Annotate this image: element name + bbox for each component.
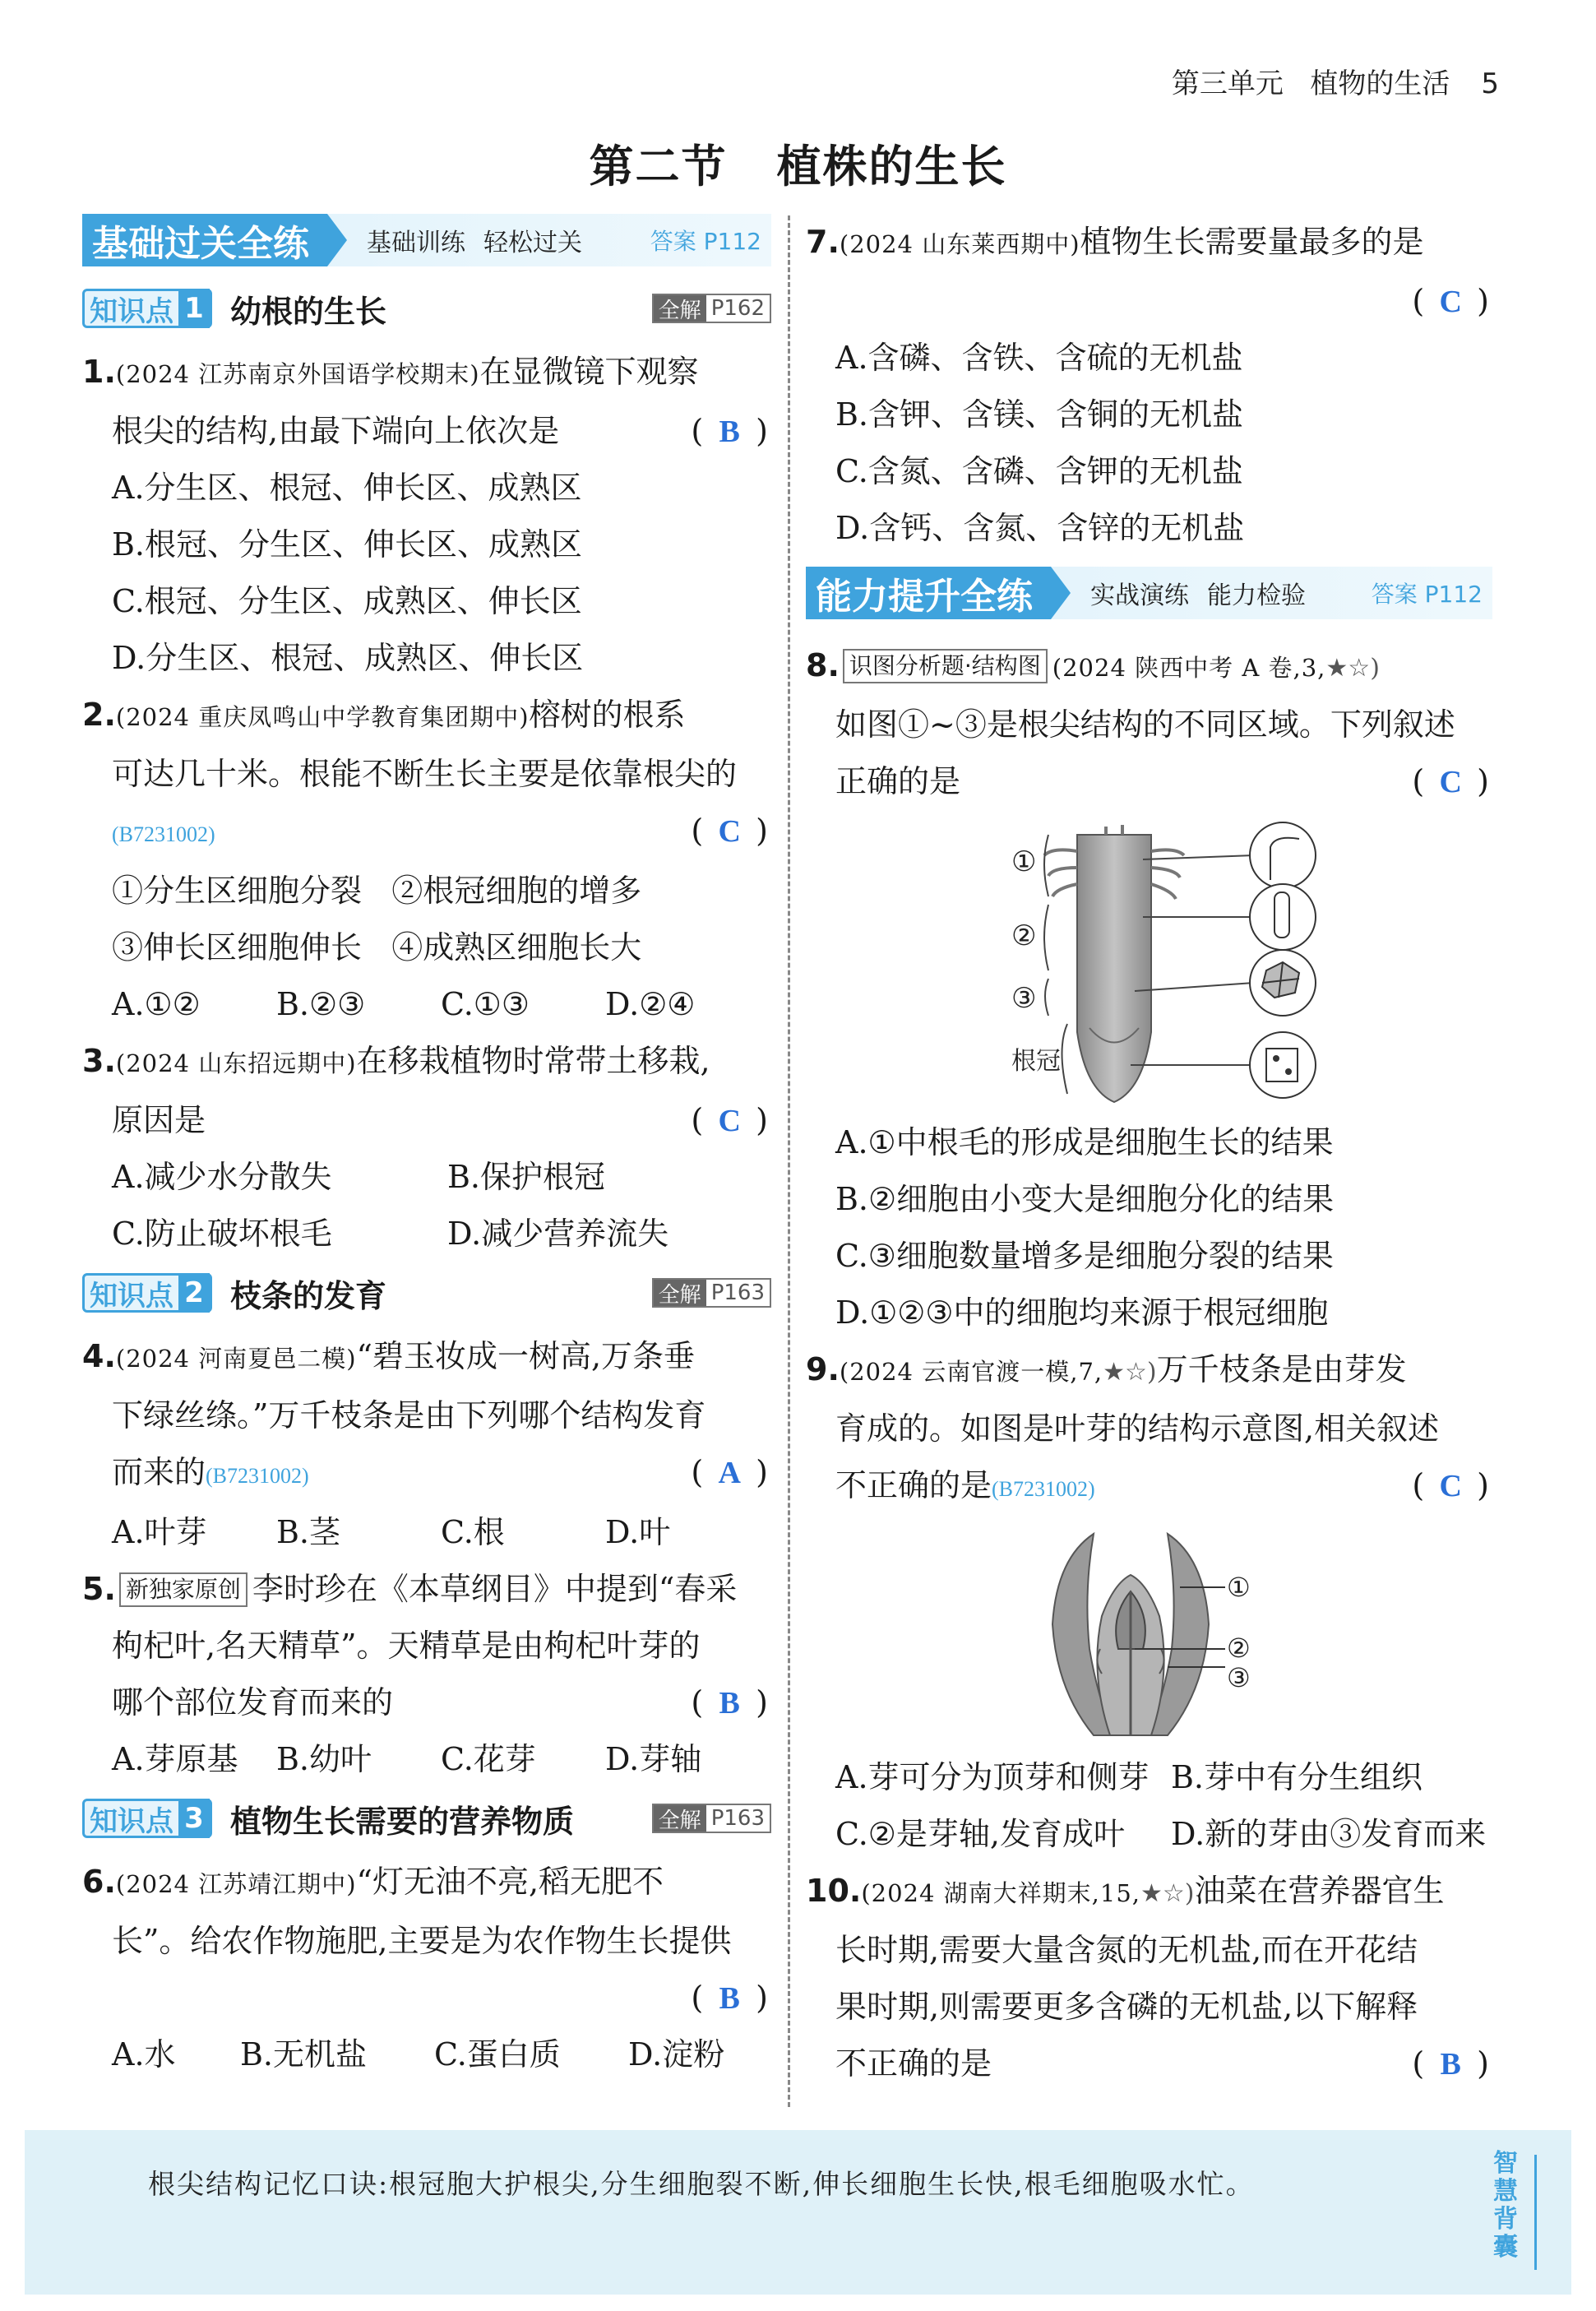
answer-box: ( B ) [691,1970,768,2027]
section-number: 第二节 [589,141,728,192]
question-text: 长”。给农作物施肥,主要是为农作物生长提供 [112,1923,732,1959]
option: C.②是芽轴,发育成叶 [835,1816,1125,1852]
question-text: 不正确的是 [835,2045,992,2082]
question-text: 李时珍在《本草纲目》中提到“春采 [252,1571,738,1607]
option: B.②③ [276,986,366,1022]
question-4 [82,1328,771,1561]
knowledge-point-1 [82,285,771,332]
answer-value: A [718,1456,741,1490]
question-label: 识图分析题·结构图 [843,649,1048,683]
question-text: “灯无油不亮,稻无肥不 [356,1864,664,1900]
option: A.①② [112,986,201,1022]
question-text: 下绿丝绦。”万千枝条是由下列哪个结构发育 [112,1397,706,1433]
banner-tag: 基础过关全练 [82,214,327,266]
question-text: 原因是 [112,1102,206,1138]
question-text: 果时期,则需要更多含磷的无机盐,以下解释 [835,1989,1418,2025]
option: C.①③ [441,986,530,1022]
footer-accent-bar [1534,2155,1537,2270]
option: B.茎 [276,1514,341,1550]
marker-3: ③ [1011,982,1037,1015]
option: A.芽原基 [112,1741,238,1777]
question-text: 长时期,需要大量含氮的无机盐,而在开花结 [835,1932,1418,1968]
question-8 [806,637,1492,1341]
answer-ref[interactable]: 答案 P112 [1371,581,1483,608]
question-3 [82,1033,771,1262]
option: C.③细胞数量增多是细胞分裂的结果 [835,1238,1334,1274]
question-text: 枸杞叶,名天精草”。天精草是由枸杞叶芽的 [112,1628,701,1664]
option: B.根冠、分生区、伸长区、成熟区 [112,526,583,563]
knowledge-point-3 [82,1795,771,1842]
option: C.根冠、分生区、成熟区、伸长区 [112,583,582,619]
banner-sub: 实战演练 [1090,581,1189,610]
option: D.叶 [605,1514,671,1550]
option: D.新的芽由③发育而来 [1171,1816,1487,1852]
question-number: 7. [806,224,840,260]
question-5 [82,1561,771,1788]
statement: ④成熟区细胞长大 [391,929,642,966]
question-number: 1. [82,354,116,390]
question-source: (2024 山东莱西期中) [839,230,1080,258]
option: B.无机盐 [240,2036,368,2072]
question-7 [806,214,1492,557]
answer-ref[interactable]: 答案 P112 [650,228,761,255]
option: D.②④ [605,986,696,1022]
question-number: 5. [82,1571,116,1607]
kp-title: 枝条的发育 [230,1277,387,1314]
answer-value: B [1440,2047,1461,2082]
banner-sub: 基础训练 [367,229,465,257]
option: D.含钙、含氮、含锌的无机盐 [835,510,1245,546]
banner-sub: 能力检验 [1207,581,1306,610]
option: D.分生区、根冠、成熟区、伸长区 [112,640,584,676]
question-source: (2024 陕西中考 A 卷,3, [1052,654,1326,682]
option: C.根 [441,1514,505,1550]
marker-2: ② [1227,1633,1251,1664]
answer-box: ( B ) [691,1674,768,1732]
option: A.水 [112,2036,176,2072]
question-text: 不正确的是 [835,1467,992,1503]
answer-value: C [1439,765,1462,799]
option: D.芽轴 [605,1741,702,1777]
root-cap-label: 根冠 [1011,1047,1061,1076]
question-text: 育成的。如图是叶芽的结构示意图,相关叙述 [835,1410,1440,1447]
question-source: (2024 云南官渡一模,7, [839,1358,1103,1386]
answer-value: C [718,814,741,849]
option: C.防止破坏根毛 [112,1216,332,1252]
page-number: 5 [1481,67,1499,100]
question-text: 哪个部位发育而来的 [112,1684,394,1721]
option: D.①②③中的细胞均来源于根冠细胞 [835,1294,1329,1331]
page-header [1172,61,1499,101]
leaf-bud-figure [806,1526,1492,1741]
full-solution-ref[interactable] [652,294,771,323]
footer-side-label: 智慧背囊 [1493,2149,1518,2262]
marker-3: ③ [1227,1662,1251,1693]
left-column [82,214,771,2083]
option: D.淀粉 [628,2036,725,2072]
answer-box: ( C ) [691,1092,768,1150]
option: B.②细胞由小变大是细胞分化的结果 [835,1181,1335,1217]
answer-value: B [719,1686,740,1721]
question-source: (2024 重庆凤鸣山中学教育集团期中) [115,703,530,731]
question-number: 6. [82,1864,116,1900]
answer-value: C [1439,1469,1462,1503]
difficulty-stars: ★☆) [1140,1879,1195,1908]
question-number: 4. [82,1338,116,1374]
kp-number: 2 [178,1273,210,1313]
option: C.花芽 [441,1741,536,1777]
answer-value: B [719,414,740,449]
question-number: 9. [806,1351,840,1387]
option: B.芽中有分生组织 [1171,1759,1423,1795]
question-code: (B7231002) [992,1477,1095,1501]
difficulty-stars: ★☆) [1325,654,1380,683]
qj-page: P163 [710,1806,765,1831]
answer-box: ( C ) [691,803,768,860]
statement: ③伸长区细胞伸长 [112,929,363,966]
answer-box: ( C ) [1412,273,1489,331]
qj-label: 全解 [654,295,706,322]
statement: ①分生区细胞分裂 [112,873,363,909]
banner-sub: 轻松过关 [483,229,582,257]
question-source: (2024 江苏靖江期中) [115,1870,357,1898]
marker-2: ② [1011,919,1037,952]
question-number: 10. [806,1873,862,1909]
section-name: 植株的生长 [776,141,1007,192]
question-text: 如图①~③是根尖结构的不同区域。下列叙述 [835,706,1455,743]
kp-label: 知识点 [90,1279,173,1313]
qj-label: 全解 [654,1280,706,1306]
option: A.分生区、根冠、伸长区、成熟区 [112,470,582,506]
column-divider [788,215,790,2107]
question-text: 万千枝条是由芽发 [1156,1351,1407,1387]
root-tip-figure [806,818,1492,1106]
option: B.幼叶 [276,1741,372,1777]
question-text: 在移栽植物时常带土移栽, [356,1043,710,1079]
option: A.减少水分散失 [112,1159,332,1195]
qj-page: P163 [710,1281,765,1305]
question-label: 新独家原创 [119,1572,247,1607]
qj-label: 全解 [654,1805,706,1832]
answer-value: B [719,1981,740,2016]
question-10 [806,1863,1492,2092]
memory-tip-text: 根尖结构记忆口诀:根冠胞大护根尖,分生细胞裂不断,伸长细胞生长快,根毛细胞吸水忙。 [148,2168,1255,2200]
question-number: 8. [806,647,840,683]
question-6 [82,1854,771,2083]
difficulty-stars: ★☆) [1103,1358,1157,1387]
unit-label: 第三单元 [1171,67,1284,100]
question-number: 2. [82,697,116,733]
topic-label: 植物的生活 [1310,67,1450,100]
answer-box: ( C ) [1412,1457,1489,1515]
option: C.含氮、含磷、含钾的无机盐 [835,453,1243,489]
kp-label: 知识点 [90,294,173,328]
kp-number: 3 [178,1799,210,1838]
kp-number: 1 [178,289,210,328]
banner-tag: 能力提升全练 [806,567,1051,619]
question-2 [82,687,771,1033]
knowledge-point-2 [82,1269,771,1317]
right-column [806,214,1492,2092]
question-text: 榕树的根系 [529,697,686,733]
option: D.减少营养流失 [447,1216,669,1252]
full-solution-ref[interactable] [652,1278,771,1308]
option: A.①中根毛的形成是细胞生长的结果 [835,1124,1334,1160]
option: A.含磷、含铁、含硫的无机盐 [835,340,1243,376]
question-1 [82,344,771,687]
option: B.保护根冠 [447,1159,606,1195]
question-text: 在显微镜下观察 [479,354,699,390]
question-source: (2024 湖南大祥期末,15, [861,1879,1141,1907]
question-text: 而来的 [112,1454,206,1490]
question-text: 可达几十米。根能不断生长主要是依靠根尖的 [112,756,738,792]
leaf-bud-diagram [806,1526,1492,1741]
kp-label: 知识点 [90,1804,173,1838]
question-text: 正确的是 [835,763,961,799]
answer-box: ( B ) [691,403,768,461]
question-text: 根尖的结构,由最下端向上依次是 [112,413,560,449]
marker-1: ① [1227,1572,1251,1603]
question-number: 3. [82,1043,116,1079]
answer-box: ( B ) [1412,2035,1489,2093]
option: C.蛋白质 [434,2036,561,2072]
page-title [0,132,1596,195]
basic-practice-banner [82,214,771,266]
option: A.叶芽 [112,1514,207,1550]
answer-box: ( C ) [1412,753,1489,811]
question-text: “碧玉妆成一树高,万条垂 [356,1338,696,1374]
option: A.芽可分为顶芽和侧芽 [835,1759,1150,1795]
question-source: (2024 山东招远期中) [115,1049,357,1077]
marker-1: ① [1011,845,1037,878]
option: B.含钾、含镁、含铜的无机盐 [835,396,1244,433]
memory-tip-footer [25,2130,1571,2295]
answer-value: C [718,1104,741,1138]
question-source: (2024 江苏南京外国语学校期末) [115,360,480,388]
question-source: (2024 河南夏邑二模) [115,1345,357,1373]
question-code: (B7231002) [112,822,215,846]
question-text: 油菜在营养器官生 [1194,1873,1445,1909]
qj-page: P162 [710,296,765,321]
full-solution-ref[interactable] [652,1804,771,1833]
question-9 [806,1341,1492,1863]
ability-practice-banner [806,567,1492,619]
statement: ②根冠细胞的增多 [391,873,642,909]
kp-title: 植物生长需要的营养物质 [230,1803,575,1840]
root-tip-diagram [806,818,1492,1106]
answer-box: ( A ) [691,1444,768,1502]
kp-title: 幼根的生长 [230,293,387,330]
answer-value: C [1439,285,1462,319]
question-code: (B7231002) [206,1464,309,1488]
question-text: 植物生长需要量最多的是 [1080,224,1424,260]
